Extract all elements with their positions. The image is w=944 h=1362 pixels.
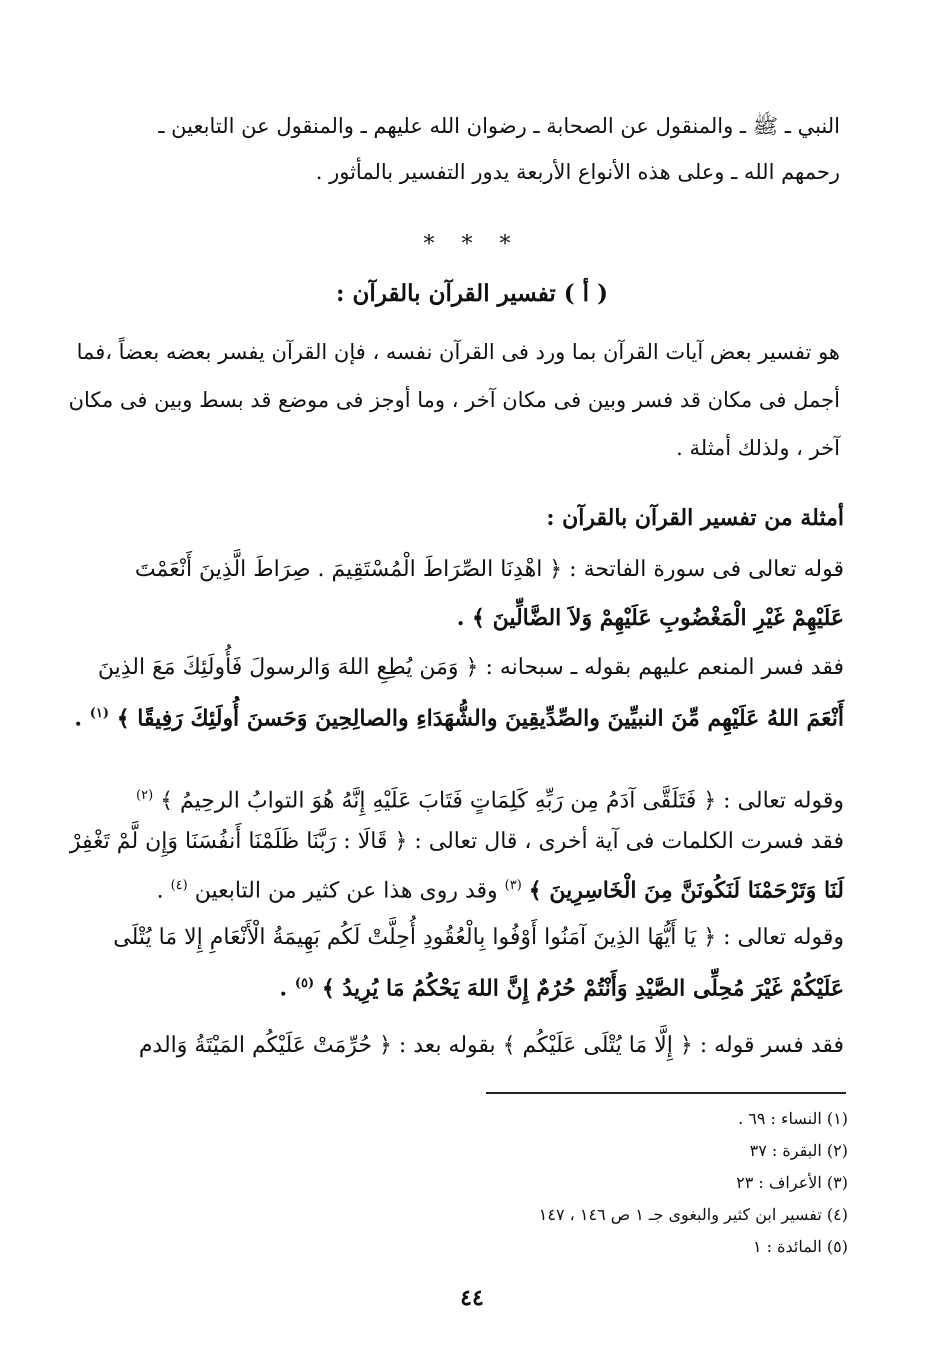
example3-line-1: وقوله تعالى : ﴿ يَا أَيُّهَا الذِينَ آمَنُوا أَوْفُوا بِالْعُقُودِ أُحِلَّتْ لَكُم بَهِيمَةُ الْأَنْعَامِ إِلا مَا يُتْلَى bbox=[113, 925, 844, 950]
page-number: ٤٤ bbox=[460, 1285, 484, 1311]
footnote-1: (١) النساء : ٦٩ . bbox=[738, 1109, 848, 1128]
example2-line-3-verse: لَنَا وَتَرْحَمْنَا لَنَكُونَنَّ مِنَ الْخَاسِرِينَ ﴾ bbox=[528, 877, 844, 904]
footnote-divider bbox=[486, 1092, 846, 1094]
period: . bbox=[279, 975, 288, 1002]
intro-line-1: النبي ـ ﷺ ـ والمنقول عن الصحابة ـ رضوان الله عليهم ـ والمنقول عن التابعين ـ bbox=[158, 114, 840, 138]
footnote-ref-3: (٣) bbox=[504, 878, 522, 893]
example3-line-2-text: عَلَيْكُمْ غَيْرَ مُحِلِّى الصَّيْدِ وَأَنْتُمْ حُرُمٌ إِنَّ اللهَ يَحْكُمُ مَا يُرِيدُ ﴾ bbox=[321, 975, 844, 1002]
example1-line-2: عَلَيْهِمْ غَيْرِ الْمَغْضُوبِ عَلَيْهِمْ وَلاَ الضَّالِّينَ ﴾ . bbox=[456, 605, 844, 631]
example1-explain-line-1: فقد فسر المنعم عليهم بقوله ـ سبحانه : ﴿ وَمَن يُطِعِ اللهَ وَالرسولَ فَأُولَئِكَ مَعَ الذِينَ bbox=[97, 655, 844, 680]
section-separator: * * * bbox=[423, 232, 521, 257]
example2-line-2: فقد فسرت الكلمات فى آية أخرى ، قال تعالى : ﴿ قَالَا : رَبَّنَا ظَلَمْنَا أَنفُسَنَا وَإِن لَّمْ تَغْفِرْ bbox=[69, 829, 844, 854]
footnote-3: (٣) الأعراف : ٢٣ bbox=[736, 1173, 848, 1192]
footnote-ref-2: (٢) bbox=[136, 788, 154, 803]
footnote-ref-5: (٥) bbox=[294, 976, 315, 991]
footnote-ref-1: (١) bbox=[89, 706, 110, 721]
example1-line-1: قوله تعالى فى سورة الفاتحة : ﴿ اهْدِنَا الصِّرَاطَ الْمُسْتَقِيمَ . صِرَاطَ الَّذِينَ أَنْعَمْتَ bbox=[134, 557, 844, 582]
section-heading: ( أ ) تفسير القرآن بالقرآن : bbox=[336, 280, 608, 307]
footnote-ref-4: (٤) bbox=[170, 878, 188, 893]
example3-line-2 bbox=[100, 964, 844, 1008]
intro-line-2: رحمهم الله ـ وعلى هذه الأنواع الأربعة يدور التفسير بالمأثور . bbox=[315, 160, 840, 184]
footnote-2: (٢) البقرة : ٣٧ bbox=[749, 1141, 848, 1160]
example1-explain-line-2 bbox=[74, 694, 844, 738]
example2-line-1 bbox=[100, 776, 844, 821]
example2-line-3-text: وقد روى هذا عن كثير من التابعين bbox=[194, 878, 498, 904]
example3-explain-line-1: فقد فسر قوله : ﴿ إِلَّا مَا يُتْلَى عَلَيْكُم ﴾ بقوله بعد : ﴿ حُرِّمَتْ عَلَيْكُم المَيْتَةُ وَالدم bbox=[138, 1033, 844, 1058]
period: . bbox=[74, 705, 83, 732]
definition-line-2: أجمل فى مكان قد فسر وبين فى مكان آخر ، وما أوجز فى موضع قد بسط وبين فى مكان bbox=[68, 388, 840, 412]
example2-line-3 bbox=[100, 866, 844, 911]
examples-heading: أمثلة من تفسير القرآن بالقرآن : bbox=[546, 505, 844, 531]
period: . bbox=[156, 878, 164, 904]
example1-explain-line-2-text: أَنْعَمَ اللهُ عَلَيْهِم مِّنَ النبيِّينَ والصِّدِّيقِينَ والشُّهَدَاءِ والصالِحِينَ وَحَسنَ أُولَئِكَ رَفِيقًا ﴾ bbox=[116, 705, 844, 732]
footnote-5: (٥) المائدة : ١ bbox=[752, 1237, 848, 1256]
footnote-4: (٤) تفسير ابن كثير والبغوى جـ ١ ص ١٤٦ ، ١٤٧ bbox=[538, 1205, 848, 1224]
example2-line-1-text: وقوله تعالى : ﴿ فَتَلَقَّى آدَمُ مِن رَبِّهِ كَلِمَاتٍ فَتَابَ عَلَيْهِ إِنَّهُ هُوَ التوابُ الرحِيمُ ﴾ bbox=[160, 788, 844, 814]
definition-line-3: آخر ، ولذلك أمثلة . bbox=[676, 436, 840, 460]
definition-line-1: هو تفسير بعض آيات القرآن بما ورد فى القرآن نفسه ، فإن القرآن يفسر بعضه بعضاً ،فما bbox=[76, 340, 840, 364]
